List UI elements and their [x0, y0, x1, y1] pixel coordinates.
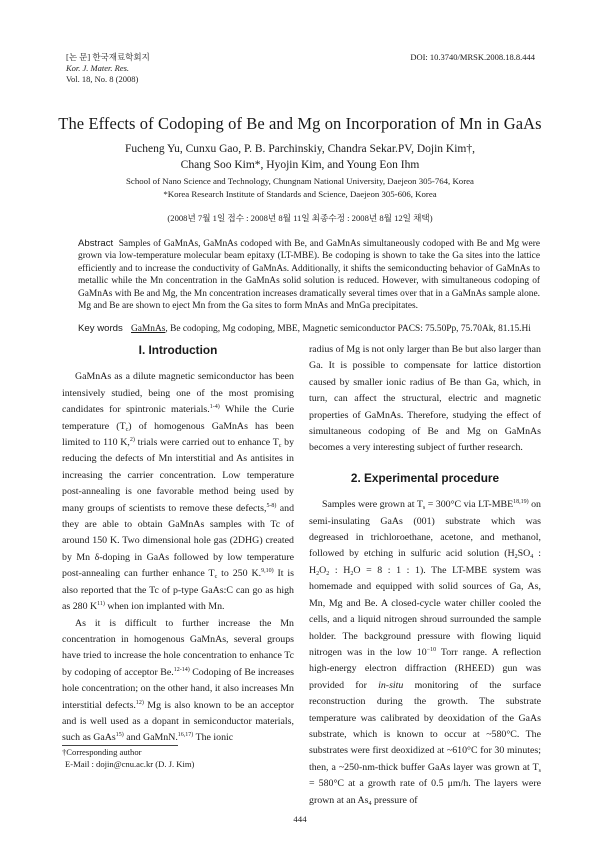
- keywords-rest: , Be codoping, Mg codoping, MBE, Magnetic semiconductor PACS: 75.50Pp, 75.70Ak, 81.15.Hi: [165, 324, 531, 335]
- left-column: [62, 342, 294, 747]
- abstract: [78, 238, 540, 312]
- affiliation-1: School of Nano Science and Technology, Chungnam National University, Daejeon 305-764, Korea: [126, 176, 474, 186]
- doi: DOI: 10.3740/MRSK.2008.18.8.444: [410, 52, 535, 62]
- journal-korean-name: [논 문] 한국재료학회지: [66, 52, 150, 62]
- keyword-gamnas: GaMnAs: [131, 324, 166, 335]
- right-column: [309, 342, 541, 809]
- section-heading-intro: I. Introduction: [138, 343, 218, 357]
- author-line-2: Chang Soo Kim*, Hyojin Kim, and Young Eon Ihm: [180, 159, 420, 171]
- corresponding-author-note: †Corresponding author: [62, 747, 142, 757]
- affiliation-2: *Korea Research Institute of Standards and Science, Daejeon 305-606, Korea: [163, 188, 437, 199]
- footnote: [62, 747, 294, 770]
- intro-paragraph-2-continued: radius of Mg is not only larger than Be but also larger than Ga. It is possible to compensate for lattice distortion caused by smaller ionic radius of Be than Ga, which, in turn, can affect the structural, electric and magnetic properties of GaMnAs. Therefore, studying the effect of simultaneous codoping of Be and Mg on GaMnAs becomes a very interesting subject of further research.: [309, 344, 541, 454]
- intro-paragraph-2: As it is difficult to further increase the Mn concentration in homogenous GaMnAs, several groups have tried to increase the hole concentration to enhance Tc by codoping of acceptor Be.$^{12-14)}$ Codoping of Be increases hole concentration; on the other hand, it also increases Mn interstitial defects.$^{12)}$ Mg is also known to be an acceptor and is well used as a dopant in semiconductor materials, such as GaAs$^{15)}$ and GaMnN.$^{16,17)}$ The ionic: [62, 617, 295, 744]
- abstract-text: Samples of GaMnAs, GaMnAs codoped with Be, and GaMnAs simultaneously codoped with Be and Mg were grown via low-temperature molecular beam epitaxy (LT-MBE). Be codoping is shown to take the Ga sites into the lattice efficiently and to increase the conductivity of GaMnAs. Additionally, it shifts the semiconducting behavior of GaMnAs to metallic while the Mn concentration in the GaMnAs solid solution is reduced. However, with simultaneous codoping of GaMnAs with Be and Mg, the Mn concentration increases dramatically several times over that in a GaMnAs sample alone. Mg and Be are shown to eject Mn from the Ga sites to form MnAs and MnGa precipitates.: [78, 239, 541, 312]
- affiliations: [60, 175, 540, 200]
- experimental-paragraph-1: Samples were grown at $T_s = 300^\circ C$ via LT-MBE$^{18,19)}$ on semi-insulating GaAs (001) substrate which was degreased in trichloroethane, acetone, and methanol, followed by etching in sulfuric acid solution ($H_2SO_4$ : $H_2O_2$ : $H_2O = 8$ : 1 : 1). The LT-MBE system was homemade and equipped with solid sources of Ga, As, Mn, Mg and Be. A closed-cycle water chiller cooled the cells, and a liquid nitrogen shroud surrounded the sample holder. The background pressure with flowing liquid nitrogen was in the low $10^{-10}$ Torr range. A reflection high-energy electron diffraction (RHEED) gun was provided for in-situ monitoring of the surface reconstruction during the growth. The substrate temperature was calibrated by deoxidation of the GaAs substrate, which is known to occur at ~580°C. The substrates were first deoxidized at ~610°C for 30 minutes; then, a ~250-nm-thick buffer GaAs layer was grown at $T_s = 580^\circ C$ at a growth rate of 0.5 μm/h. The layers were grown at an $As_4$ pressure of: [309, 499, 542, 807]
- author-line-1: Fucheng Yu, Cunxu Gao, P. B. Parchinskiy, Chandra Sekar.PV, Dojin Kim†,: [125, 143, 475, 155]
- footnote-divider: [62, 745, 178, 746]
- keywords-label: Key words: [78, 323, 123, 334]
- abstract-label: Abstract: [78, 238, 114, 249]
- section-heading-experimental: 2. Experimental procedure: [350, 470, 500, 485]
- received-dates: (2008년 7월 1일 접수 : 2008년 8월 11일 최종수정 : 2008년 8월 12일 채택): [167, 213, 433, 223]
- page-number: 444: [293, 814, 307, 824]
- journal-abbrev: Kor. J. Mater. Res.: [66, 63, 130, 73]
- journal-header: [66, 52, 326, 85]
- keywords: [78, 323, 540, 335]
- corresponding-author-email: E-Mail : dojin@cnu.ac.kr (D. J. Kim): [65, 758, 195, 769]
- journal-volume: Vol. 18, No. 8 (2008): [66, 74, 139, 84]
- author-list: [60, 141, 540, 173]
- intro-paragraph-1: GaMnAs as a dilute magnetic semiconductor has been intensively studied, being one of the most promising candidates for spintronic materials.$^{1-4)}$ While the Curie temperature $(T_c)$ of homogenous GaMnAs has been limited to 110 K,$^{2)}$ trials were carried out to enhance $T_c$ by reducing the defects of Mn interstitial and As antisites in increasing the carrier concentration. Low temperature post-annealing is one favorable method being used by many groups of scientists to remove these defects,$^{5-8)}$ and they are able to obtain GaMnAs samples with Tc of around 150 K. Two dimensional hole gas (2DHG) created by Mn δ-doping in GaAs followed by low temperature post-annealing can further enhance $T_c$ to 250 K.$^{9,10)}$ It is also reported that the Tc of p-type GaAs:C can go as high as 280 $K^{11)}$ when ion implanted with Mn.: [62, 371, 295, 613]
- paper-title: The Effects of Codoping of Be and Mg on Incorporation of Mn in GaAs: [58, 114, 542, 133]
- keywords-text: [131, 323, 540, 335]
